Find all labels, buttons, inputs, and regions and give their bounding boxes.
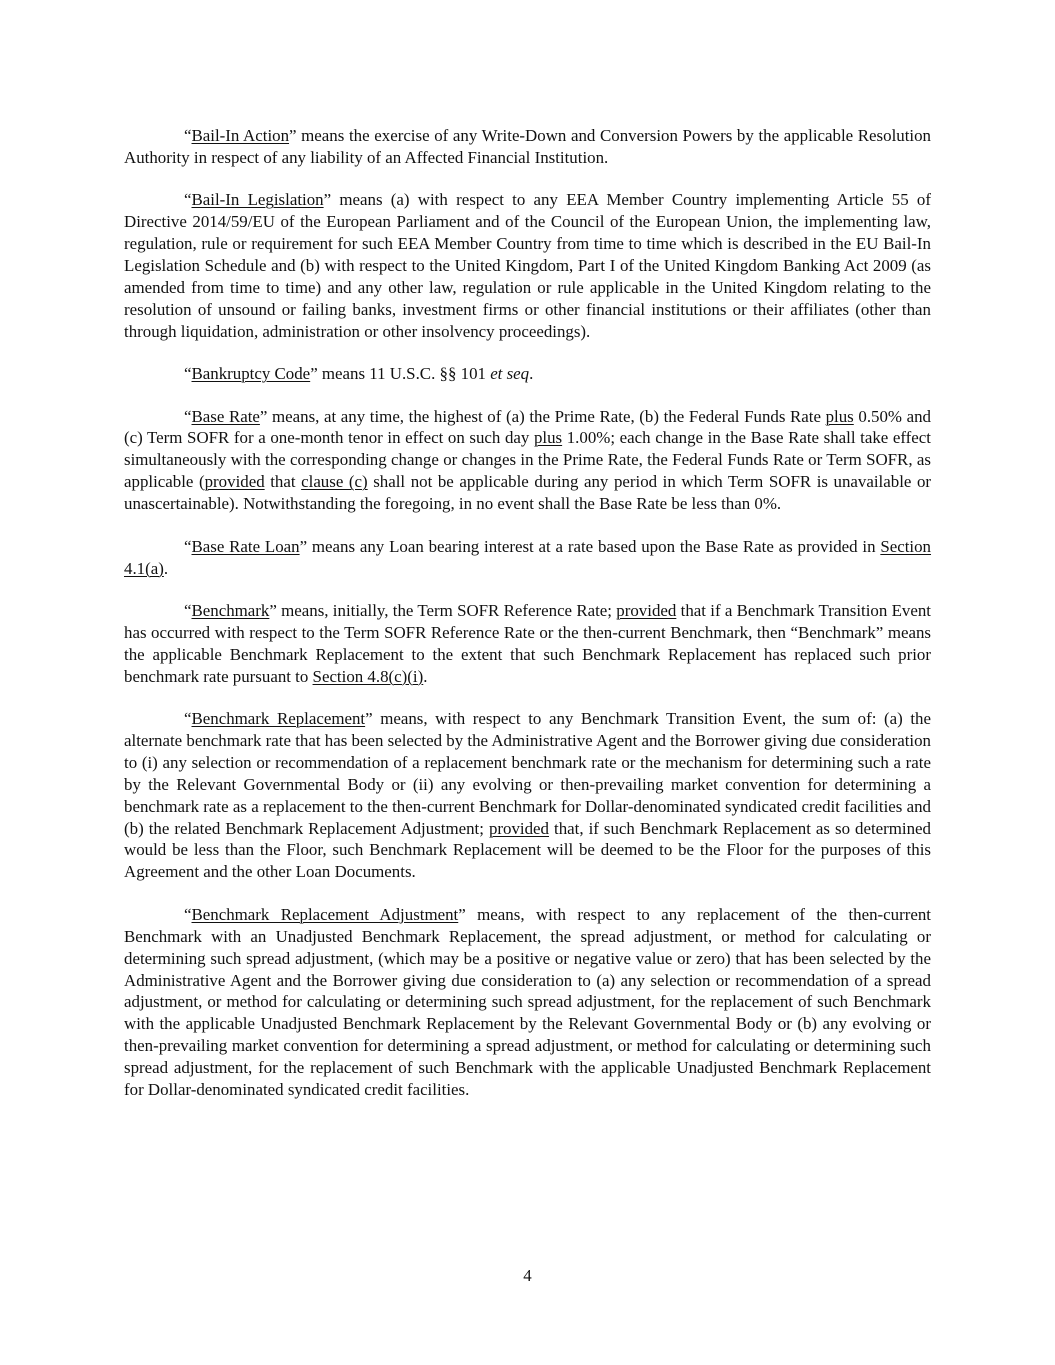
definition-text: “	[184, 536, 192, 556]
page-number: 4	[523, 1266, 532, 1285]
definition-text: ” means, with respect to any Benchmark Transition Event, the sum of: (a) the alternate benchmark rate that has been selected by the Administrative Agent and the Borrower giving due consideration to (i) any selection or recommendation of a replacement benchmark rate or the mechanism for determining such a rate by the Relevant Governmental Body or (ii) any evolving or then-prevailing market convention for determining a benchmark rate as a replacement to the then-current Benchmark for Dollar-denominated syndicated credit facilities and (b) the related Benchmark Replacement Adjustment;	[124, 709, 931, 838]
underlined-term: plus	[533, 428, 563, 448]
underlined-term: Base Rate Loan	[191, 536, 300, 556]
definition-text: .	[529, 364, 534, 384]
definition-base-rate-loan	[124, 536, 931, 580]
definition-text: .	[163, 558, 169, 578]
underlined-term: Bankruptcy Code	[191, 364, 311, 384]
underlined-term: clause (c)	[301, 472, 368, 492]
definition-benchmark-replacement-adjustment	[124, 904, 931, 1101]
underlined-term: provided	[204, 472, 265, 492]
definition-bankruptcy-code	[124, 363, 931, 385]
underlined-term: Section 4.1(a)	[124, 536, 932, 578]
definition-text: ” means the exercise of any Write-Down and Conversion Powers by the applicable Resolution Authority in respect of any liability of an Affected Financial Institution.	[124, 126, 931, 167]
definition-text: .	[423, 666, 428, 686]
definition-text: ” means, at any time, the highest of (a) the Prime Rate, (b) the Federal Funds Rate	[259, 406, 826, 426]
definition-text: ” means, initially, the Term SOFR Reference Rate;	[269, 600, 617, 620]
definition-base-rate	[124, 406, 931, 516]
underlined-term: Benchmark Replacement	[191, 709, 366, 729]
definition-text: ” means, with respect to any replacement of the then-current Benchmark with an Unadjusted Benchmark Replacement, the spread adjustment, or method for calculating or determining such spread adjustment, (which may be a positive or negative value or zero) that has been selected by the Administrative Agent and the Borrower giving due consideration to (a) any selection or recommendation of a spread adjustment, or method for calculating or determining such spread adjustment, for the replacement of such Benchmark with the applicable Unadjusted Benchmark Replacement by the Relevant Governmental Body or (b) any evolving or then-prevailing market convention for determining a spread adjustment, or method for calculating or determining such spread adjustment, for the replacement of such Benchmark with the applicable Unadjusted Benchmark Replacement for Dollar-denominated syndicated credit facilities.	[124, 904, 932, 1100]
underlined-term: plus	[825, 406, 854, 426]
definition-text: that if a Benchmark Transition Event has occurred with respect to the Term SOFR Reference Rate or the then-current Benchmark, then “Benchmark” means the applicable Benchmark Replacement to the extent that such Benchmark Replacement has replaced such prior benchmark rate pursuant to	[124, 600, 932, 686]
definitions-list	[124, 125, 931, 1101]
italic-text: et seq	[490, 364, 530, 384]
underlined-term: Benchmark Replacement Adjustment	[191, 904, 459, 924]
definition-text: 0.50% and (c) Term SOFR for a one-month tenor in effect on such day	[124, 406, 932, 448]
definition-text: “	[184, 126, 192, 145]
definition-text: 1.00%; each change in the Base Rate shall take effect simultaneously with the corresponding change or changes in the Prime Rate, the Federal Funds Rate or Term SOFR, as applicable (	[124, 428, 931, 492]
definition-benchmark-replacement	[124, 708, 931, 883]
definition-text: “	[184, 406, 192, 426]
definition-text: that	[264, 472, 302, 492]
definition-text: “	[184, 364, 192, 384]
underlined-term: Base Rate	[191, 406, 260, 426]
definition-text: “	[184, 709, 192, 729]
underlined-term: Bail-In Action	[191, 126, 290, 145]
underlined-term: Bail-In Legislation	[191, 190, 324, 210]
definition-text: that, if such Benchmark Replacement as so determined would be less than the Floor, such Benchmark Replacement will be deemed to be the Floor for the purposes of this Agreement and the other Loan Documents.	[124, 818, 931, 882]
underlined-term: provided	[616, 600, 677, 620]
underlined-term: Benchmark	[191, 600, 270, 620]
definition-text: “	[184, 190, 192, 210]
underlined-term: provided	[488, 818, 549, 838]
definition-text: “	[184, 600, 192, 620]
definition-text: ” means (a) with respect to any EEA Member Country implementing Article 55 of Directive 2014/59/EU of the European Parliament and of the Council of the European Union, the implementing law, regulation, rule or requirement for such EEA Member Country from time to time which is described in the EU Bail-In Legislation Schedule and (b) with respect to the United Kingdom, Part I of the United Kingdom Banking Act 2009 (as amended from time to time) and any other law, regulation or rule applicable in the United Kingdom relating to the resolution of unsound or failing banks, investment firms or other financial institutions or their affiliates (other than through liquidation, administration or other insolvency proceedings).	[124, 190, 932, 341]
document-page	[124, 125, 931, 1121]
definition-text: “	[184, 904, 192, 924]
definition-bail-in-action	[124, 125, 931, 169]
definition-text: shall not be applicable during any period in which Term SOFR is unavailable or unascertainable). Notwithstanding the foregoing, in no event shall the Base Rate be less than 0%.	[124, 472, 932, 514]
definition-text: ” means any Loan bearing interest at a rate based upon the Base Rate as provided in	[299, 536, 881, 556]
definition-bail-in-legislation	[124, 189, 931, 342]
definition-benchmark	[124, 600, 931, 688]
underlined-term: Section 4.8(c)(i)	[312, 666, 424, 686]
definition-text: ” means 11 U.S.C. §§ 101	[310, 364, 491, 384]
